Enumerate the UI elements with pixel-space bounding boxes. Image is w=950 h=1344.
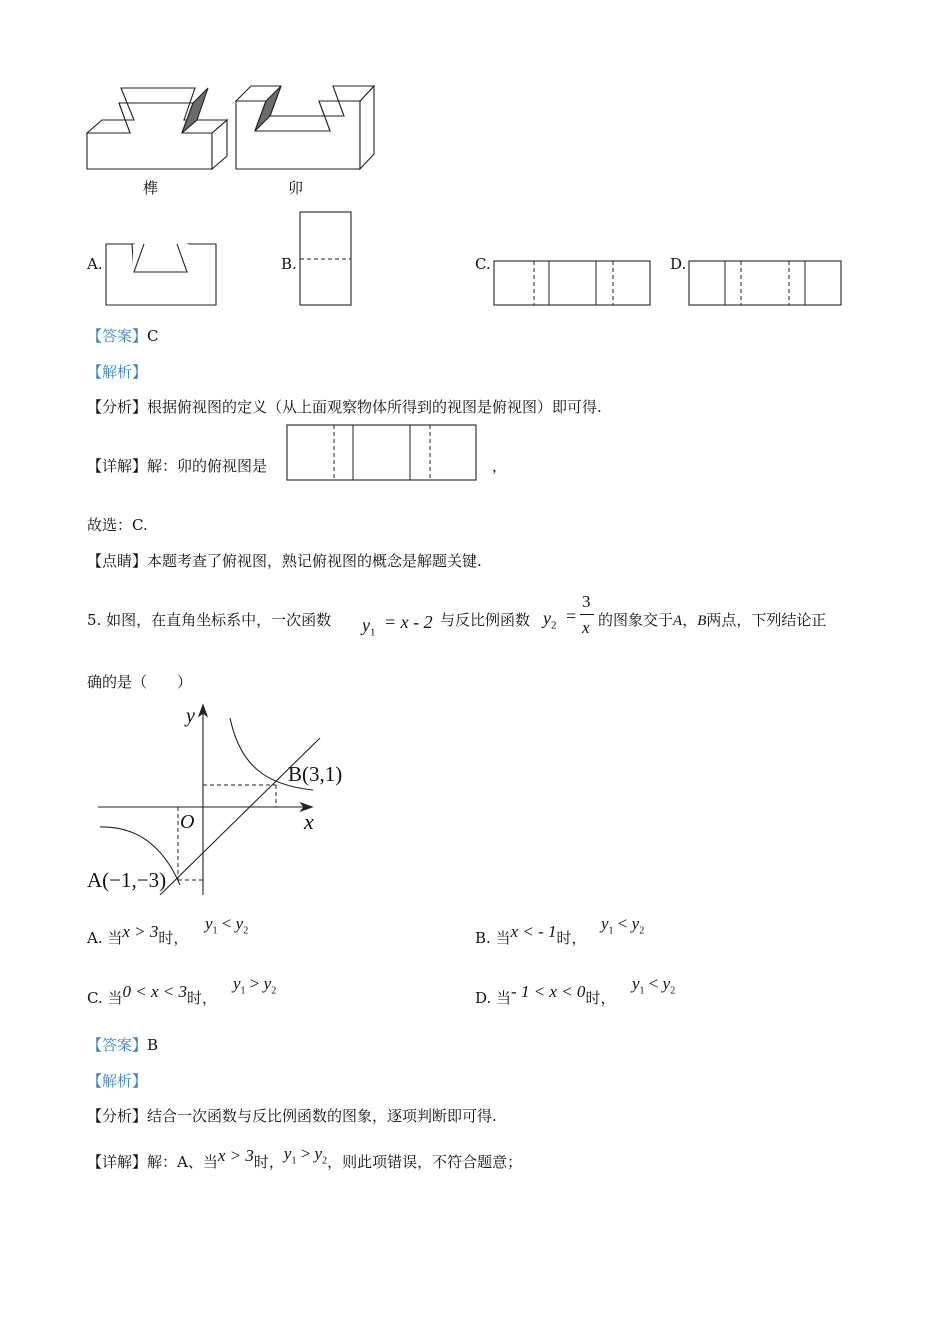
origin-label: O [180,811,195,833]
frac-numerator: 3 [582,592,591,611]
opt-c-cond: 0 < x < 3 [122,982,187,1001]
q5-stem-line2: 确的是（ ） [87,673,193,691]
q5-stem-3-line [598,609,826,630]
opt-c-tail: 时， [186,989,217,1007]
q5-option-b [475,922,587,948]
option-d-view [688,260,844,308]
q5-option-a [87,922,189,948]
fenxi-label: 【分析】 [87,398,148,416]
q5-y1-eq: = x - 2 [384,612,433,632]
q5-answer-value: B [147,1036,159,1054]
opt-b-cond: x < - 1 [510,922,557,941]
q5-option-d [475,982,616,1008]
answer-label: 【答案】 [87,327,148,345]
dianjing-label: 【点睛】 [87,552,148,570]
q5-xiangjie-1: 解：A、当 [147,1153,218,1171]
opt-d-letter: D. 当 [475,989,512,1007]
q5-sep: ， [682,611,698,629]
q4-answer-line [87,325,159,346]
x-axis-label: x [304,809,314,834]
q5-stem-2: 与反比例函数 [440,611,531,629]
dianjing-text: 本题考查了俯视图，熟记俯视图的概念是解题关键. [147,552,482,570]
opt-b-letter: B. 当 [475,929,511,947]
q5-xiangjie-3: ，则此项错误，不符合题意； [327,1153,523,1171]
q5-answer-line [87,1034,158,1055]
option-a-view [105,243,219,307]
tenon-label: 榫 [143,179,159,197]
opt-b-tail: 时， [556,929,587,947]
opt-a-tail: 时， [158,929,189,947]
xiangjie-label: 【详解】 [87,457,148,475]
opt-d-tail: 时， [585,989,616,1007]
mortise-label: 卯 [288,179,304,197]
answer-value: C [147,327,159,345]
q5-stem-1: 5. 如图，在直角坐标系中，一次函数 [87,611,332,629]
option-c-letter: C. [475,255,491,273]
q5-answer-label: 【答案】 [87,1036,148,1054]
option-b-view [299,211,353,307]
q5-option-c [87,982,217,1008]
q5-xiangjie-label: 【详解】 [87,1153,148,1171]
option-d-letter: D. [670,255,687,273]
q5-stem-4: 两点，下列结论正 [706,611,827,629]
q5-fenxi-text: 结合一次函数与反比例函数的图象，逐项判断即可得. [147,1107,497,1125]
q4-xiangjie-line [87,455,267,476]
q5-fenxi-label: 【分析】 [87,1107,148,1125]
xiangjie-comma: ， [492,457,508,475]
opt-c-relation: $y_1 > y_2$ [233,974,277,997]
option-c-view [493,260,653,308]
q4-jiexi-label: 【解析】 [87,363,148,381]
q5-xiangjie-line [87,1144,523,1174]
q4-fenxi-line [87,396,602,417]
q5-xiangjie-relation: $y_1 > y_2$ [283,1144,328,1167]
q5-y2-eq: = [566,606,577,626]
q4-dianjing-line [87,550,482,571]
opt-d-relation: $y_1 < y_2$ [632,974,676,997]
opt-a-letter: A. 当 [87,929,123,947]
opt-b-relation: $y_1 < y_2$ [601,914,645,937]
point-b-label: B(3,1) [288,762,343,786]
q5-xiangjie-cond: x > 3 [217,1146,254,1165]
frac-bar [580,614,594,615]
point-a-label: A(−1,−3) [87,868,167,892]
option-a-letter: A. [87,255,103,273]
q5-y2: $y_2$ [543,608,557,632]
q5-fenxi-line [87,1105,497,1126]
q5-stem-3: 的图象交于 [598,611,674,629]
opt-a-cond: x > 3 [122,922,159,941]
q5-xiangjie-2: 时， [253,1153,284,1171]
q5-point-b: B [697,613,707,629]
frac-denominator: x [582,618,590,637]
opt-a-relation: $y_1 < y_2$ [205,914,249,937]
q4-guxuan: 故选：C. [87,516,148,534]
q5-graph [80,700,380,900]
xiangjie-text: 解：卯的俯视图是 [147,457,268,475]
tenon-mortise-figure [0,0,950,200]
opt-d-cond: - 1 < x < 0 [511,982,586,1001]
option-b-letter: B. [281,255,297,273]
opt-c-letter: C. 当 [87,989,123,1007]
mortise-top-view [286,424,478,482]
q5-point-a: A [673,613,683,629]
q5-jiexi-label: 【解析】 [87,1072,148,1090]
fenxi-text: 根据俯视图的定义（从上面观察物体所得到的视图是俯视图）即可得. [147,398,602,416]
q5-y1: $y_1$ [362,615,376,639]
y-axis-label: y [186,705,195,727]
